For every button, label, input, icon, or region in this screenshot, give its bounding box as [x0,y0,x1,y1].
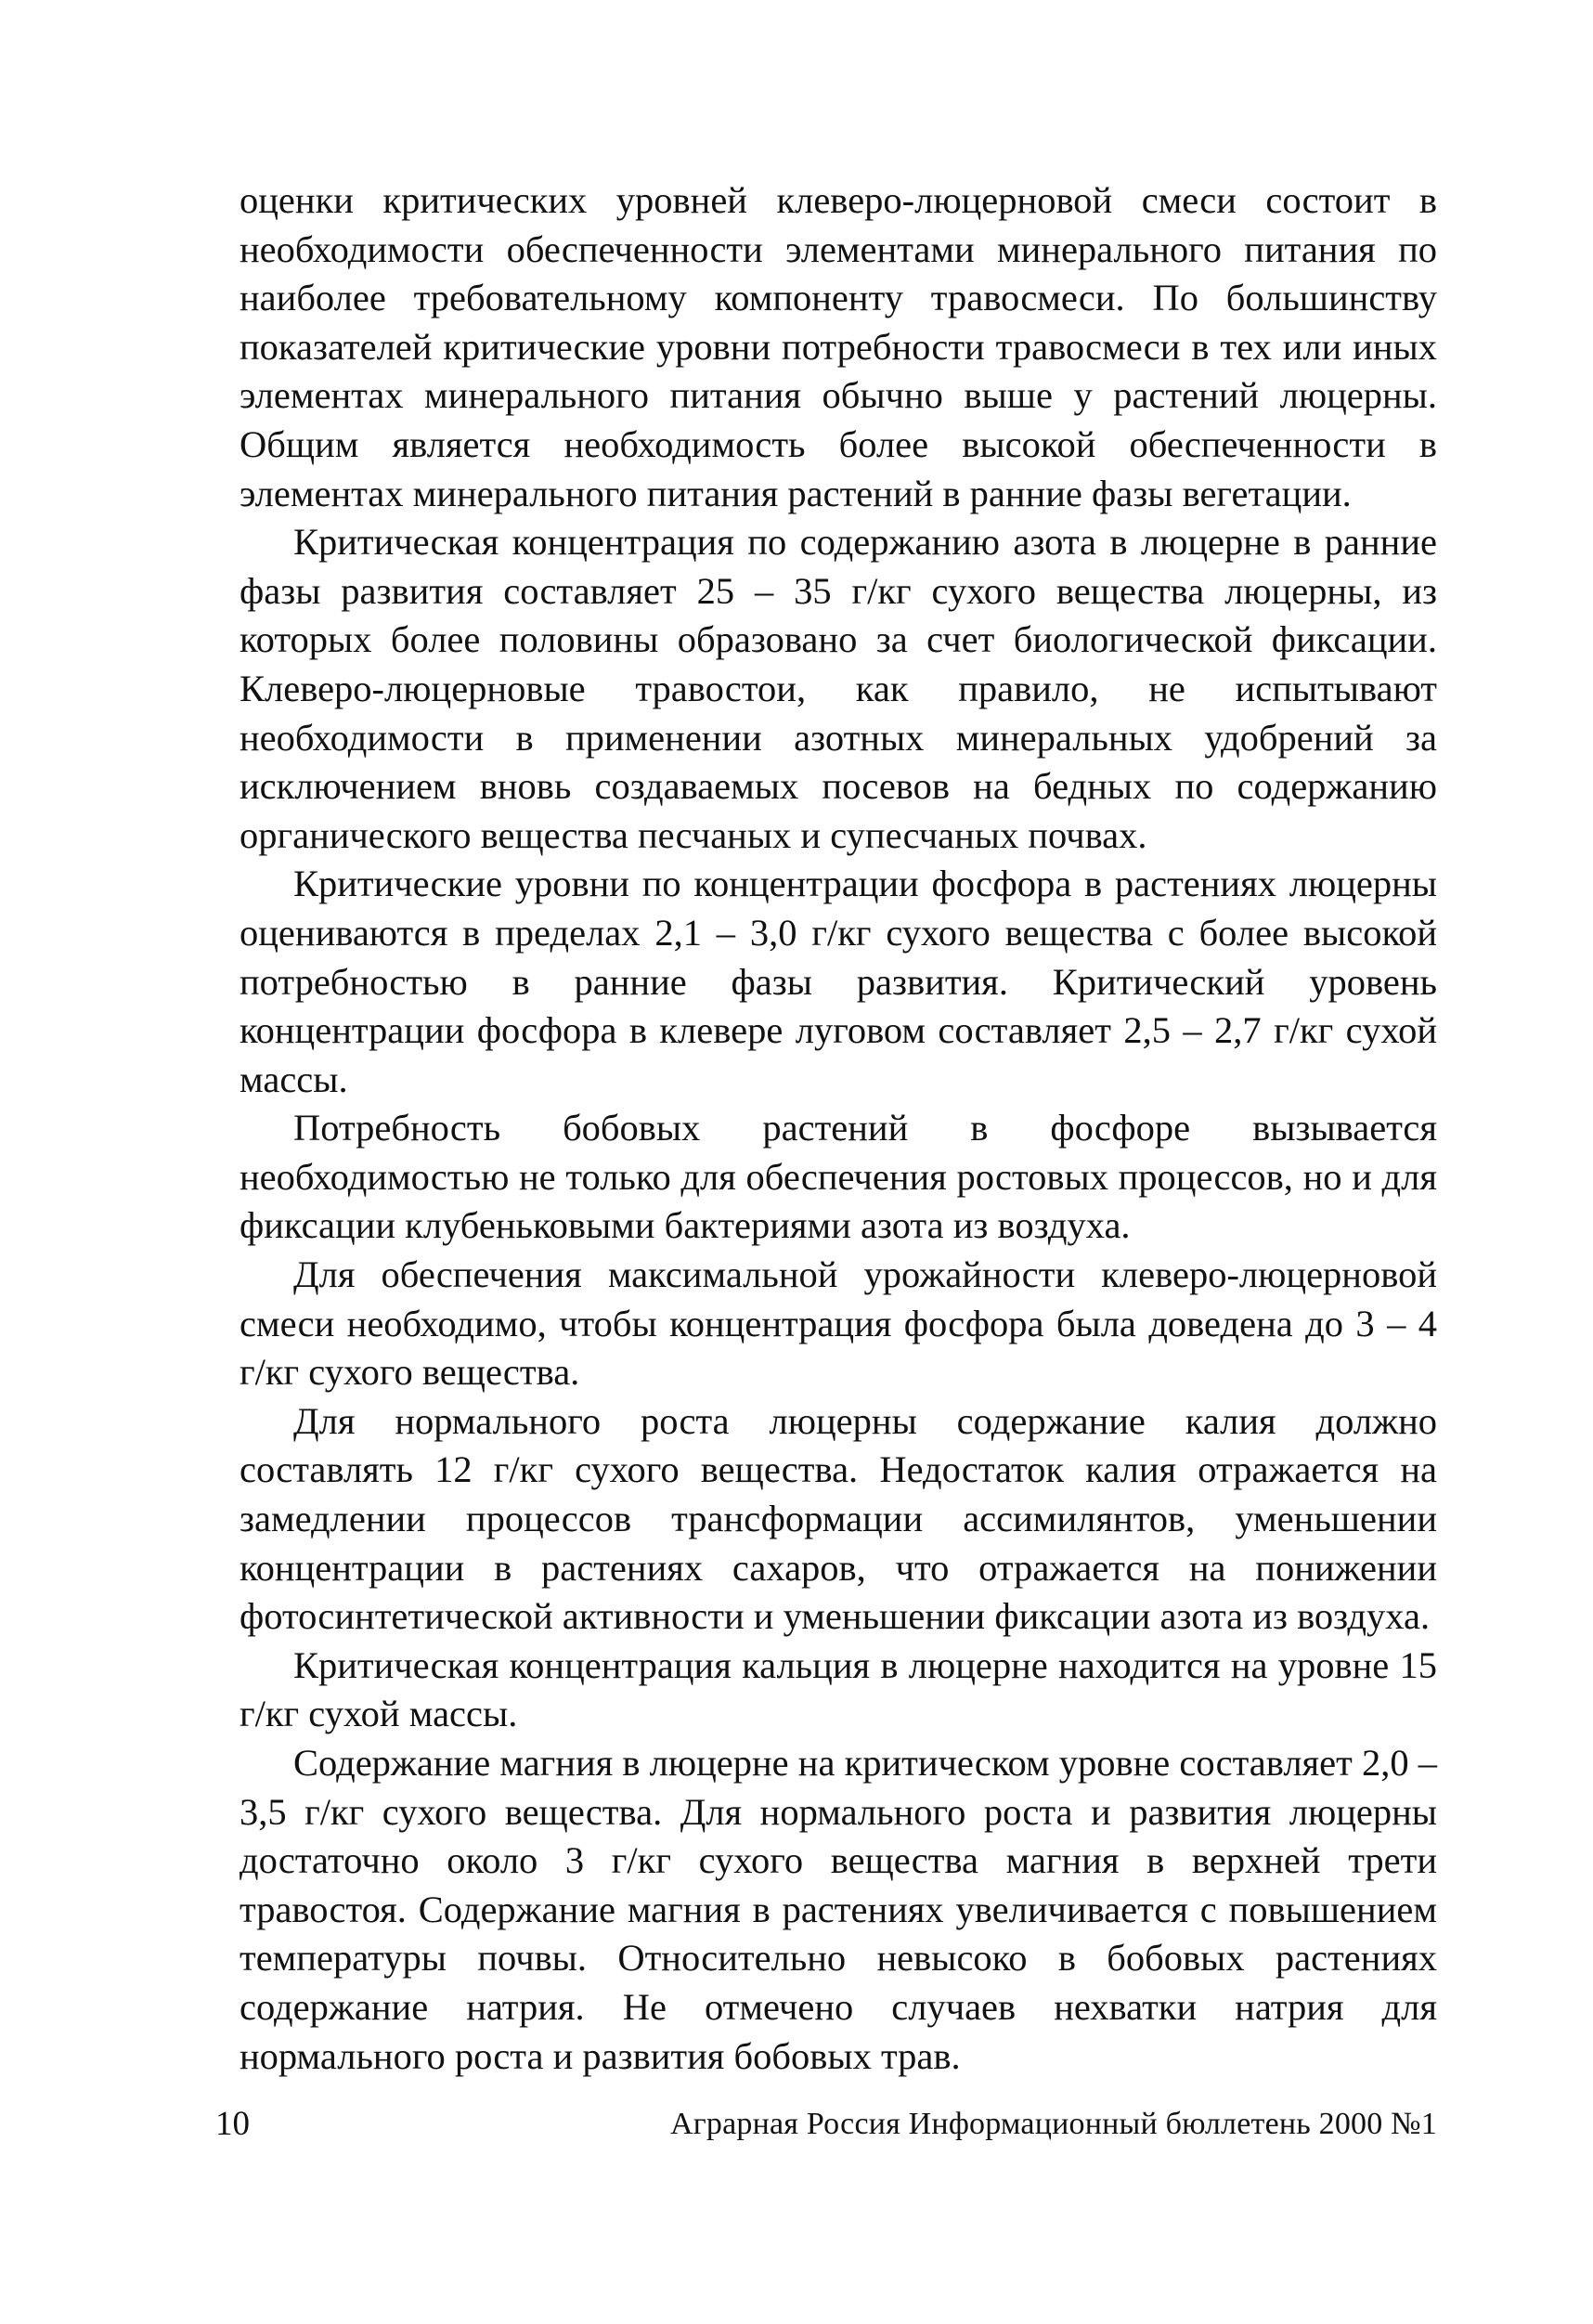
body-text [240,176,1437,2081]
paragraph-4: Потребность бобовых растений в фосфоре вызывается необходимостью не только для обеспечения ростовых процессов, но и для фиксации клубеньковыми бактериями азота из воздуха. [240,1107,1437,1247]
paragraph-2: Критическая концентрация по содержанию азота в люцерне в ранние фазы развития составляет 25 – 35 г/кг сухого вещества люцерны, из которых более половины образовано за счет биологической фиксации. Клеверо-люцерновые травостои, как правило, не испытывают необходимости в применении азотных минеральных удобрений за исключением вновь создаваемых посевов на бедных по содержанию органического вещества песчаных и супесчаных почвах. [240,521,1437,856]
paragraph-3: Критические уровни по концентрации фосфора в растениях люцерны оцениваются в пределах 2,1 – 3,0 г/кг сухого вещества с более высокой потребностью в ранние фазы развития. Критический уровень концентрации фосфора в клевере луговом составляет 2,5 – 2,7 г/кг сухой массы. [240,863,1437,1100]
running-title: Аграрная Россия Информационный бюллетень 2000 №1 [670,2107,1437,2141]
paragraph-6: Для нормального роста люцерны содержание калия должно составлять 12 г/кг сухого вещества. Недостаток калия отражается на замедлении процессов трансформации ассимилянтов, уменьшении концентрации в растениях сахаров, что отражается на понижении фотосинтетической активности и уменьшении фиксации азота из воздуха. [240,1399,1437,1638]
page-footer [215,2097,1437,2152]
paragraph-5: Для обеспечения максимальной урожайности клеверо-люцерновой смеси необходимо, чтобы концентрация фосфора была доведена до 3 – 4 г/кг сухого вещества. [240,1253,1437,1394]
paragraph-8: Содержание магния в люцерне на критическом уровне составляет 2,0 – 3,5 г/кг сухого вещества. Для нормального роста и развития люцерны достаточно около 3 г/кг сухого вещества магния в верхней трети травостоя. Содержание магния в растениях увеличивается с повышением температуры почвы. Относительно невысоко в бобовых растениях содержание натрия. Не отмечено случаев нехватки натрия для нормального роста и развития бобовых трав. [240,1742,1437,2077]
paragraph-7: Критическая концентрация кальция в люцерне находится на уровне 15 г/кг сухой массы. [240,1643,1437,1735]
paragraph-1: оценки критических уровней клеверо-люцерновой смеси состоит в необходимости обеспеченности элементами минерального питания по наиболее требовательному компоненту травосмеси. По большинству показателей критические уровни потребности травосмеси в тех или иных элементах минерального питания обычно выше у растений люцерны. Общим является необходимость более высокой обеспеченности в элементах минерального питания растений в ранние фазы вегетации. [240,179,1437,514]
page-number: 10 [215,2105,250,2143]
